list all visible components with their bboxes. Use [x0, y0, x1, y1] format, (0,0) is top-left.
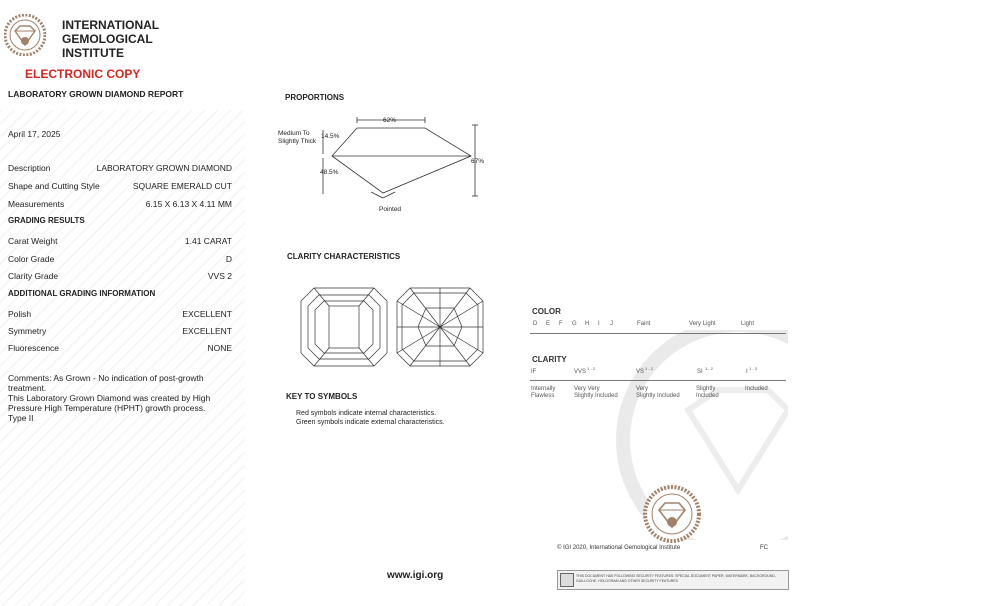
clarity-desc: Included: [745, 386, 768, 392]
clarity-plot-diagram: [300, 286, 485, 370]
color-very-light: Very Light: [689, 321, 716, 327]
pavilion-view: [397, 288, 483, 366]
field-row: [8, 343, 232, 353]
comment-line: Type II: [8, 413, 34, 423]
key-to-symbols-heading: KEY TO SYMBOLS: [286, 392, 358, 401]
culet-label: Pointed: [379, 206, 402, 213]
key-to-symbols-text: [296, 409, 445, 427]
org-name-line: GEMOLOGICAL: [62, 32, 153, 46]
electronic-copy-label: ELECTRONIC COPY: [25, 67, 141, 81]
clarity-sup: 1 - 2: [705, 366, 714, 371]
field-value: SQUARE EMERALD CUT: [132, 181, 232, 191]
org-name-line: INTERNATIONAL: [62, 18, 160, 32]
field-value: VVS 2: [207, 271, 232, 281]
igi-seal-stamp: [643, 485, 701, 543]
field-row: [8, 271, 232, 281]
field-row: [8, 181, 232, 191]
clarity-scale-line: [530, 380, 786, 381]
girdle-label: [278, 130, 316, 146]
clarity-desc: Very: [636, 386, 649, 392]
field-value: EXCELLENT: [182, 309, 232, 319]
clarity-desc: Included: [696, 393, 719, 399]
field-row: [8, 254, 232, 264]
security-features-box: [557, 570, 789, 590]
clarity-desc: Slightly Included: [636, 393, 680, 399]
color-letter: G: [572, 321, 577, 327]
key-line: Green symbols indicate external characteristics.: [296, 419, 445, 426]
clarity-scale-heading: CLARITY: [532, 355, 567, 364]
clarity-desc: Internally: [531, 386, 556, 392]
field-label: Fluorescence: [8, 343, 60, 353]
color-scale-line: [530, 333, 786, 334]
org-name-line: INSTITUTE: [62, 46, 124, 60]
culet-pointer: [371, 192, 383, 198]
color-letter: J: [610, 321, 613, 327]
clarity-code: IF: [531, 369, 537, 375]
proportions-heading: PROPORTIONS: [285, 93, 345, 102]
document-icon: [560, 573, 574, 587]
field-label: Color Grade: [8, 254, 55, 264]
field-value: 1.41 CARAT: [184, 236, 232, 246]
clarity-sup: 1 - 3: [749, 366, 758, 371]
comments: [8, 373, 238, 423]
field-value: D: [225, 254, 232, 264]
clarity-sup: 1 - 2: [587, 366, 596, 371]
field-row: [8, 326, 232, 336]
key-line: Red symbols indicate internal characteristics.: [296, 410, 437, 417]
comment-line: Comments: As Grown - No indication of post-growth: [8, 373, 204, 383]
field-label: Polish: [8, 309, 32, 319]
report-code: FC: [760, 545, 768, 551]
copyright-text: © IGI 2020, International Gemological Institute: [557, 545, 681, 551]
field-label: Description: [8, 163, 51, 173]
color-letter: I: [598, 321, 600, 327]
field-value: 6.15 X 6.13 X 4.11 MM: [145, 199, 232, 209]
color-letter: F: [559, 321, 563, 327]
color-letter: E: [546, 321, 551, 327]
girdle-label-line: Medium To: [278, 130, 310, 137]
report-date: April 17, 2025: [8, 129, 61, 139]
proportions-diagram: [275, 108, 495, 218]
comment-line: Pressure High Temperature (HPHT) growth process.: [8, 403, 206, 413]
igi-seal-logo: [4, 14, 46, 56]
field-row: [8, 236, 232, 246]
clarity-sup: 1 - 2: [645, 366, 654, 371]
diamond-profile: [332, 128, 471, 193]
crown-view: [301, 288, 387, 366]
clarity-scale: [530, 368, 786, 408]
clarity-code: VS: [636, 369, 645, 375]
clarity-desc: Slightly Included: [574, 393, 618, 399]
field-value: NONE: [207, 343, 232, 353]
org-name: [62, 18, 159, 60]
pavilion-percent: 48.5%: [320, 169, 339, 176]
additional-info-heading: ADDITIONAL GRADING INFORMATION: [8, 289, 156, 298]
field-label: Clarity Grade: [8, 271, 59, 281]
field-value: EXCELLENT: [182, 326, 232, 336]
report-title: LABORATORY GROWN DIAMOND REPORT: [8, 89, 184, 99]
color-faint: Faint: [637, 321, 651, 327]
grading-results-heading: GRADING RESULTS: [8, 216, 85, 225]
field-row: [8, 199, 232, 209]
clarity-desc: Slightly: [696, 386, 716, 392]
depth-percent: 67%: [471, 158, 485, 165]
field-value: LABORATORY GROWN DIAMOND: [96, 163, 232, 173]
field-label: Carat Weight: [8, 236, 58, 246]
clarity-code: SI: [697, 369, 703, 375]
security-features-text: THIS DOCUMENT HAS FOLLOWING SECURITY FEATURES: SPECIAL DOCUMENT PAPER, WATERMARK, BACKGROUND, GUILLOCHE, HOLOGRAM AND OTHER SECURITY FEATURES: [576, 574, 776, 583]
field-label: Shape and Cutting Style: [8, 181, 100, 191]
clarity-desc: Very Very: [574, 386, 600, 392]
comment-line: This Laboratory Grown Diamond was created by High: [8, 393, 211, 403]
crown-percent: 14.5%: [321, 133, 340, 140]
field-row: [8, 309, 232, 319]
table-percent: 62%: [383, 117, 397, 124]
field-label: Symmetry: [8, 326, 47, 336]
field-label: Measurements: [8, 199, 65, 209]
girdle-label-line: Slightly Thick: [278, 138, 317, 145]
color-letter: H: [585, 321, 590, 327]
color-light: Light: [741, 321, 755, 327]
color-letter: D: [533, 321, 538, 327]
clarity-code: VVS: [574, 369, 587, 375]
clarity-characteristics-heading: CLARITY CHARACTERISTICS: [287, 252, 401, 261]
color-scale-heading: COLOR: [532, 307, 561, 316]
clarity-desc: Flawless: [531, 393, 555, 399]
comment-line: treatment.: [8, 383, 47, 393]
clarity-code: I: [746, 369, 748, 375]
website-link[interactable]: www.igi.org: [387, 570, 444, 581]
field-row: [8, 163, 232, 173]
